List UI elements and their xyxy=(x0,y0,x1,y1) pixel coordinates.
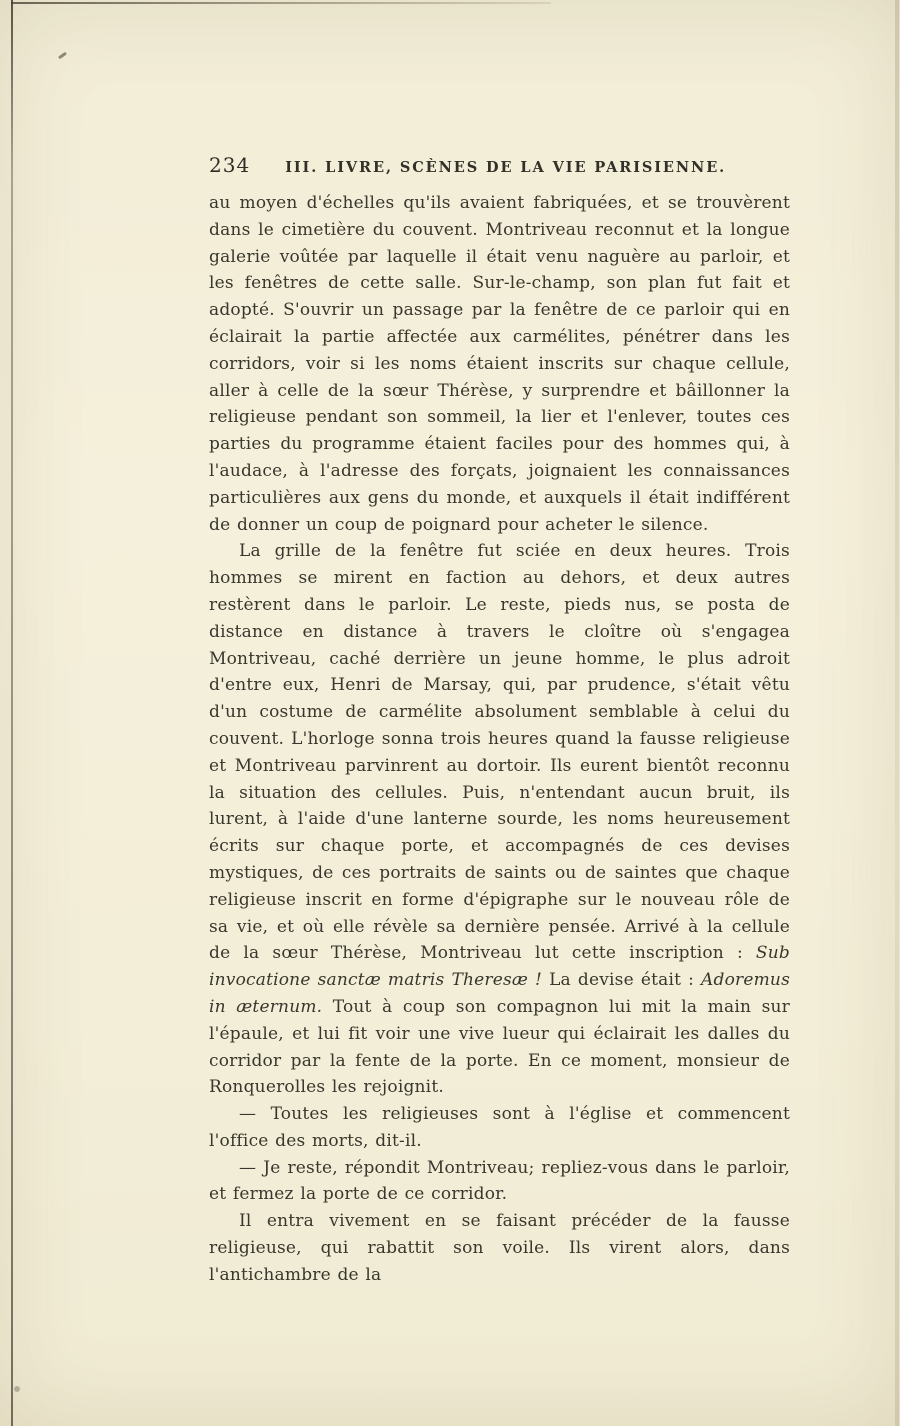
scan-edge-top xyxy=(11,2,551,4)
text-body xyxy=(209,190,790,1289)
text-run: au moyen d'échelles qu'ils avaient fabriquées, et se trouvèrent dans le cimetière du couvent. Montriveau reconnut et la longue galerie voûtée par laquelle il était venu naguère au parloir, et les fenêtres de cette salle. Sur-le-champ, son plan fut fait et adopté. S'ouvrir un passage par la fenêtre de ce parloir qui en éclairait la partie affectée aux carmélites, pénétrer dans les corridors, voir si les noms étaient inscrits sur chaque cellule, aller à celle de la sœur Thérèse, y surprendre et bâillonner la religieuse pendant son sommeil, la lier et l'enlever, toutes ces parties du programme étaient faciles pour des hommes qui, à l'audace, à l'adresse des forçats, joignaient les connaissances particulières aux gens du monde, et auxquels il était indifférent de donner un coup de poignard pour acheter le silence. xyxy=(209,193,790,535)
page-header xyxy=(209,153,790,177)
paragraph xyxy=(209,1208,790,1288)
text-run: La grille de la fenêtre fut sciée en deux heures. Trois hommes se mirent en faction au dehors, et deux autres restèrent dans le parloir. Le reste, pieds nus, se posta de distance en distance à travers le cloître où s'engagea Montriveau, caché derrière un jeune homme, le plus adroit d'entre eux, Henri de Marsay, qui, par prudence, s'était vêtu d'un costume de carmélite absolument semblable à celui du couvent. L'horloge sonna trois heures quand la fausse religieuse et Montriveau parvinrent au dortoir. Ils eurent bientôt reconnu la situation des cellules. Puis, n'entendant aucun bruit, ils lurent, à l'aide d'une lanterne sourde, les noms heureusement écrits sur chaque porte, et accompagnés de ces devises mystiques, de ces portraits de saints ou de saintes que chaque religieuse inscrit en forme d'épigraphe sur le nouveau rôle de sa vie, et où elle révèle sa dernière pensée. Arrivé à la cellule de la sœur Thérèse, Montriveau lut cette inscription : xyxy=(209,541,790,964)
text-run: La devise était : xyxy=(542,970,702,991)
text-block xyxy=(209,153,790,1289)
italic-text-run: Adoremus in æternum. xyxy=(209,970,790,1017)
text-run: Il entra vivement en se faisant précéder de la fausse religieuse, qui rabattit son voile. Ils virent alors, dans l'antichambre de la xyxy=(209,1211,790,1285)
paragraph xyxy=(209,190,790,538)
running-title: III. LIVRE, SCÈNES DE LA VIE PARISIENNE. xyxy=(285,159,727,176)
paragraph xyxy=(209,1155,790,1209)
italic-text-run: Sub invocatione sanctæ matris Theresæ ! xyxy=(209,943,790,991)
scan-edge-right xyxy=(895,0,899,1426)
text-run: — Je reste, répondit Montriveau; repliez-vous dans le parloir, et fermez la porte de ce corridor. xyxy=(209,1157,790,1205)
page-number: 234 xyxy=(209,153,251,177)
scan-edge-left xyxy=(11,0,13,1426)
text-run: — Toutes les religieuses sont à l'église et commencent l'office des morts, dit-il. xyxy=(209,1104,790,1151)
paragraph xyxy=(209,1101,790,1155)
scan-speck xyxy=(14,1386,20,1392)
text-run: Tout à coup son compagnon lui mit la main sur l'épaule, et lui fit voir une vive lueur qui éclairait les dalles du corridor par la fente de la porte. En ce moment, monsieur de Ronquerolles les rejoignit. xyxy=(209,996,790,1098)
scan-speck xyxy=(58,52,67,60)
paragraph xyxy=(209,538,790,1101)
